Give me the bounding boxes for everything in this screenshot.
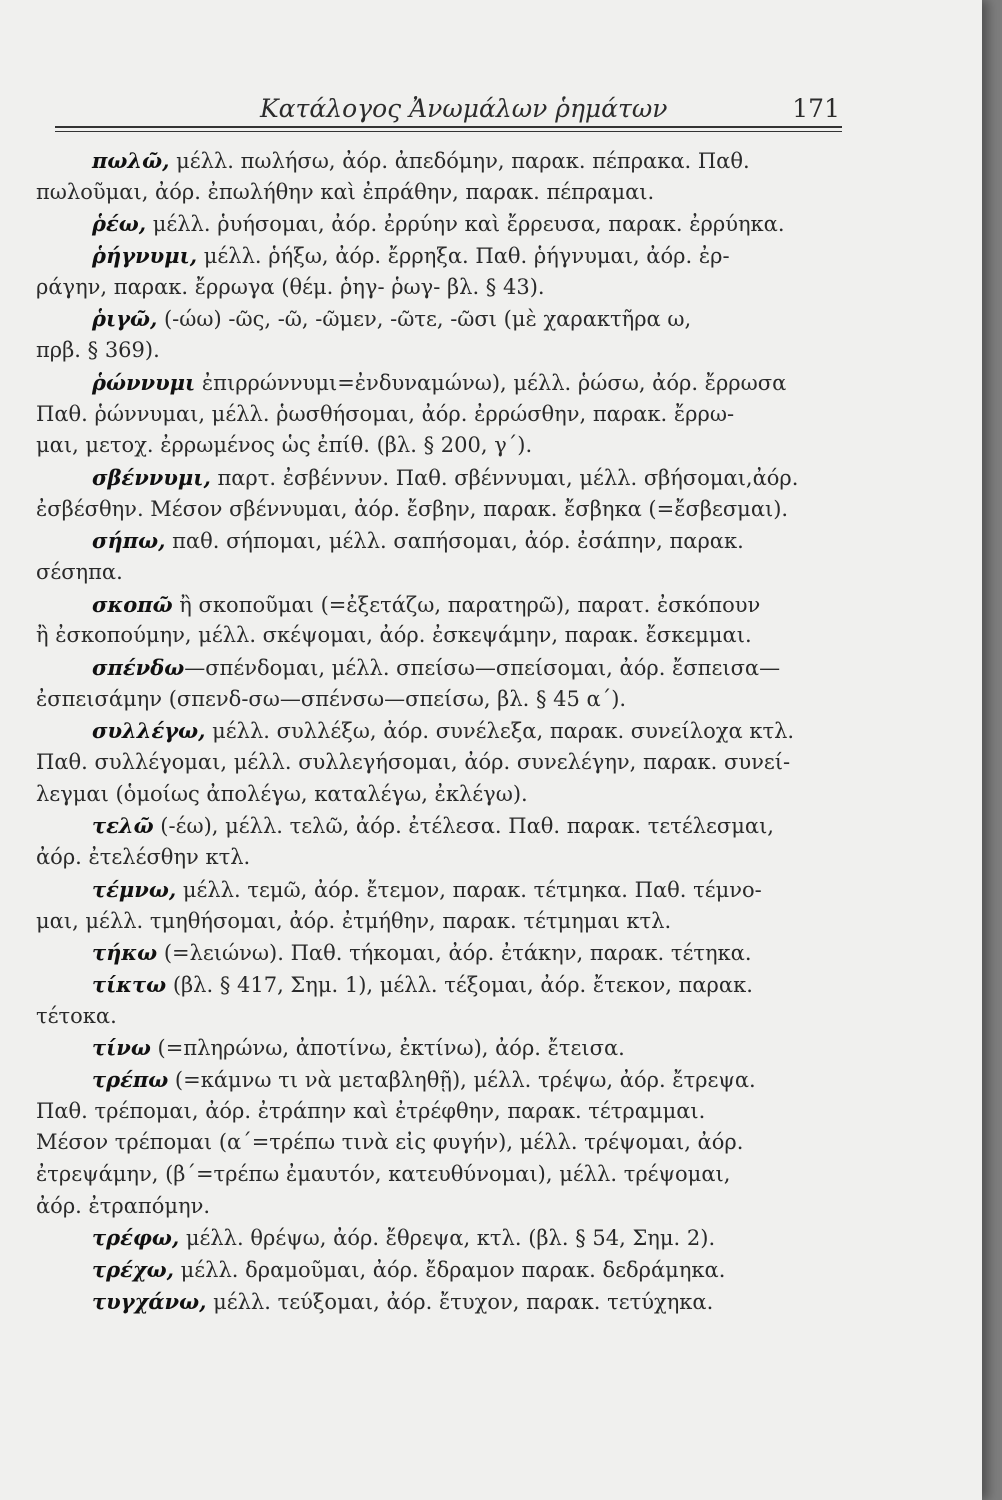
headword: τήκω: [92, 940, 158, 966]
headword: τρέχω,: [92, 1257, 174, 1283]
text-line: [36, 779, 844, 811]
entry-text: μαι, μετοχ. ἐρρωμένος ὡς ἐπίθ. (βλ. § 200, γ΄).: [36, 433, 533, 458]
headword: τελῶ: [92, 813, 154, 839]
text-line: [36, 1064, 844, 1096]
entry-text: μέλλ. πωλήσω, ἀόρ. ἀπεδόμην, παρακ. πέπρακα. Παθ.: [169, 149, 750, 173]
entry-text: μέλλ. τεύξομαι, ἀόρ. ἔτυχον, παρακ. τετύχηκα.: [206, 1289, 714, 1314]
entry-text: Παθ. τρέπομαι, ἀόρ. ἐτράπην καὶ ἐτρέφθην, παρακ. τέτραμμαι.: [36, 1098, 706, 1123]
text-line: [36, 1254, 844, 1286]
text-line: [36, 399, 844, 431]
text-line: [36, 462, 844, 494]
entry-text: πρβ. § 369).: [36, 338, 160, 363]
header-rule-thick: [55, 126, 842, 128]
entry-text: μέλλ. ῥήξω, ἀόρ. ἔρρηξα. Παθ. ῥήγνυμαι, ἀόρ. ἐρ-: [197, 244, 730, 269]
text-line: [36, 810, 844, 842]
text-line: [36, 715, 844, 747]
entry-text: μέλλ. ῥυήσομαι, ἀόρ. ἐρρύην καὶ ἔρρευσα, παρακ. ἐρρύηκα.: [146, 212, 785, 237]
header-rule-thin: [55, 131, 842, 132]
entry-text: (=κάμνω τι νὰ μεταβληθῇ), μέλλ. τρέψω, ἀόρ. ἔτρεψα.: [168, 1067, 756, 1092]
entry-text: παθ. σήπομαι, μέλλ. σαπήσομαι, ἀόρ. ἐσάπην, παρακ.: [165, 529, 744, 554]
text-line: [36, 525, 844, 557]
entry-text: ράγην, παρακ. ἔρρωγα (θέμ. ῥηγ- ῥωγ- βλ. § 43).: [36, 274, 545, 299]
entry-text: ἀόρ. ἐτραπόμην.: [36, 1193, 211, 1218]
text-line: [36, 842, 844, 874]
text-line: [36, 145, 844, 177]
text-line: [36, 1222, 844, 1254]
entry-text: τέτοκα.: [36, 1003, 117, 1028]
text-line: [36, 303, 844, 335]
headword: σπένδω: [92, 655, 185, 680]
entry-text: πωλοῦμαι, ἀόρ. ἐπωλήθην καὶ ἐπράθην, παρακ. πέπραμαι.: [36, 179, 655, 204]
entry-text: (-έω), μέλλ. τελῶ, ἀόρ. ἐτέλεσα. Παθ. παρακ. τετέλεσμαι,: [153, 814, 774, 839]
entry-text: μέλλ. δραμοῦμαι, ἀόρ. ἔδραμον παρακ. δεδράμηκα.: [173, 1258, 726, 1283]
text-line: [36, 430, 844, 462]
text-line: [36, 589, 844, 621]
text-line: [36, 937, 844, 969]
entry-text: ἐσβέσθην. Μέσον σβέννυμαι, ἀόρ. ἔσβην, παρακ. ἔσβηκα (=ἔσβεσμαι).: [36, 496, 789, 521]
text-line: [36, 906, 844, 938]
text-line: [36, 874, 844, 906]
entry-text: λεγμαι (ὁμοίως ἀπολέγω, καταλέγω, ἐκλέγω).: [36, 781, 528, 806]
headword: σβέννυμι,: [92, 464, 211, 490]
text-line: [36, 272, 844, 304]
text-line: [36, 652, 844, 684]
entry-text: Παθ. συλλέγομαι, μέλλ. συλλεγήσομαι, ἀόρ. συνελέγην, παρακ. συνεί-: [36, 750, 791, 775]
entry-text: Παθ. ῥώννυμαι, μέλλ. ῥωσθήσομαι, ἀόρ. ἐρρώσθην, παρακ. ἔρρω-: [36, 401, 735, 426]
text-line: [36, 684, 844, 716]
headword: ῥήγνυμι,: [92, 243, 198, 269]
headword: τρέφω,: [92, 1225, 180, 1251]
entry-text: σέσηπα.: [36, 559, 123, 584]
entry-text: μέλλ. τεμῶ, ἀόρ. ἔτεμον, παρακ. τέτμηκα. Παθ. τέμνο-: [176, 877, 762, 902]
entry-text: (βλ. § 417, Σημ. 1), μέλλ. τέξομαι, ἀόρ. ἔτεκον, παρακ.: [166, 972, 753, 997]
entry-text: (-ώω) -ῶς, -ῶ, -ῶμεν, -ῶτε, -ῶσι (μὲ χαρακτῆρα ω,: [157, 307, 692, 332]
page-header: [60, 92, 840, 126]
entry-text: ἐπιρρώννυμι=ἐνδυναμώνω), μέλλ. ῥώσω, ἀόρ. ἔρρωσα: [195, 370, 787, 395]
entry-text: —σπένδομαι, μέλλ. σπείσω—σπείσομαι, ἀόρ. ἔσπεισα—: [184, 656, 781, 680]
headword: σκοπῶ: [92, 591, 173, 617]
entry-text: ἐτρεψάμην, (β΄=τρέπω ἐμαυτόν, κατευθύνομαι), μέλλ. τρέψομαι,: [36, 1162, 731, 1186]
headword: ῥέω,: [92, 211, 147, 237]
text-line: [36, 1032, 844, 1064]
headword: πωλῶ,: [92, 148, 170, 173]
text-line: [36, 240, 844, 272]
page-number: 171: [792, 94, 840, 123]
dictionary-entries: [36, 145, 844, 1317]
text-line: [36, 1159, 844, 1191]
text-line: [36, 1127, 844, 1159]
entry-text: μαι, μέλλ. τμηθήσομαι, ἀόρ. ἐτμήθην, παρακ. τέτμημαι κτλ.: [36, 908, 672, 933]
entry-text: (=πληρώνω, ἀποτίνω, ἐκτίνω), ἀόρ. ἔτεισα.: [150, 1036, 625, 1061]
text-line: [36, 335, 844, 367]
entry-text: (=λειώνω). Παθ. τήκομαι, ἀόρ. ἐτάκην, παρακ. τέτηκα.: [157, 941, 752, 966]
headword: τέμνω,: [92, 876, 177, 902]
text-line: [36, 1096, 844, 1128]
running-title: Κατάλογος Ἀνωμάλων ῥημάτων: [260, 94, 668, 123]
headword: τυγχάνω,: [92, 1288, 207, 1314]
entry-text: παρτ. ἐσβέννυν. Παθ. σβέννυμαι, μέλλ. σβήσομαι,ἀόρ.: [210, 465, 799, 490]
text-line: [36, 1001, 844, 1033]
entry-text: ἐσπεισάμην (σπενδ-σω—σπένσω—σπείσω, βλ. § 45 α΄).: [36, 686, 627, 711]
headword: ῥιγῶ,: [92, 306, 158, 332]
headword: τρέπω: [92, 1066, 169, 1092]
headword: τίκτω: [92, 971, 167, 997]
entry-text: ἢ σκοποῦμαι (=ἐξετάζω, παρατηρῶ), παρατ. ἐσκόπουν: [172, 592, 761, 617]
text-line: [36, 747, 844, 779]
text-line: [36, 557, 844, 589]
entry-text: ἀόρ. ἐτελέσθην κτλ.: [36, 845, 251, 870]
text-line: [36, 177, 844, 209]
headword: συλλέγω,: [92, 718, 206, 744]
text-line: [36, 969, 844, 1001]
text-line: [36, 494, 844, 526]
text-line: [36, 367, 844, 399]
headword: ῥώννυμι: [92, 369, 196, 395]
text-line: [36, 1191, 844, 1223]
text-line: [36, 208, 844, 240]
text-line: [36, 620, 844, 652]
headword: τίνω: [92, 1035, 151, 1061]
headword: σήπω,: [92, 528, 166, 554]
text-line: [36, 1286, 844, 1318]
entry-text: μέλλ. θρέψω, ἀόρ. ἔθρεψα, κτλ. (βλ. § 54, Σημ. 2).: [179, 1226, 716, 1251]
entry-text: ἢ ἐσκοπούμην, μέλλ. σκέψομαι, ἀόρ. ἐσκεψάμην, παρακ. ἔσκεμμαι.: [36, 623, 752, 648]
entry-text: μέλλ. συλλέξω, ἀόρ. συνέλεξα, παρακ. συνείλοχα κτλ.: [205, 719, 795, 744]
entry-text: Μέσον τρέπομαι (α΄=τρέπω τινὰ εἰς φυγήν), μέλλ. τρέψομαι, ἀόρ.: [36, 1130, 744, 1155]
